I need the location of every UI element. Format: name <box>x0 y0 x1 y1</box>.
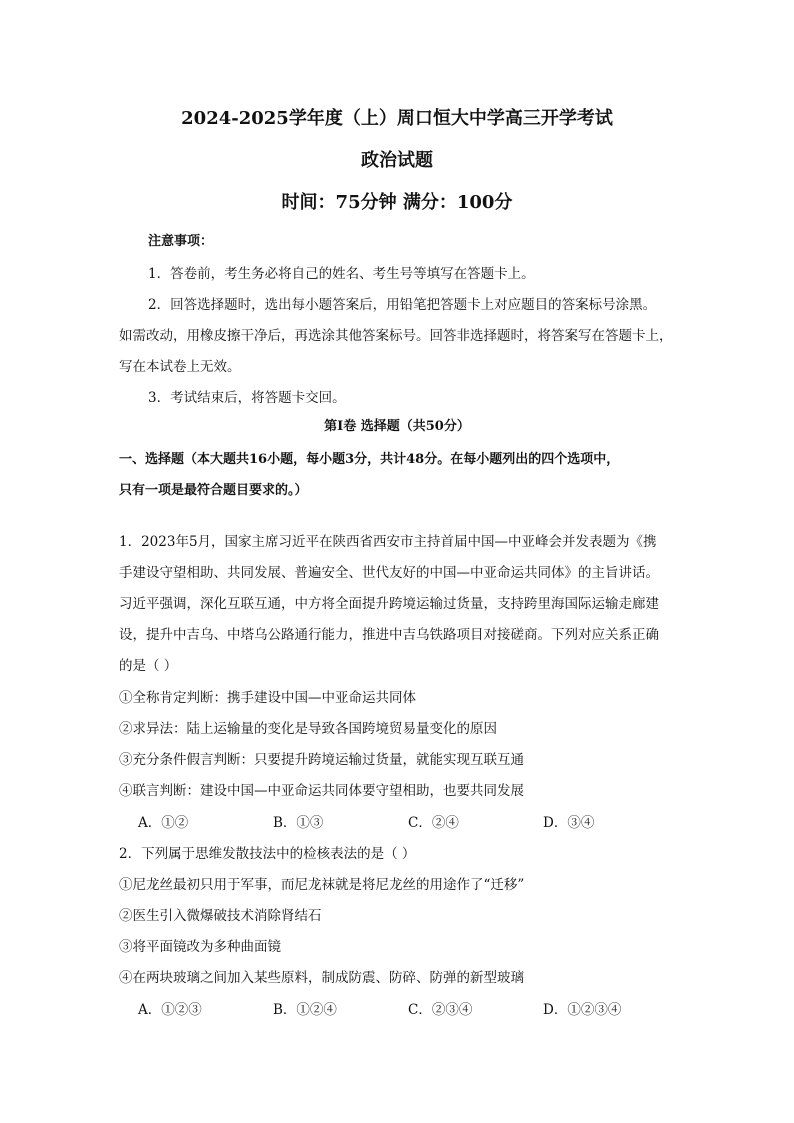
q1-options <box>138 811 678 831</box>
q2-option-a[interactable]: A．①②③ <box>138 1002 202 1018</box>
note-item-2-line-2: 如需改动，用橡皮擦干净后，再选涂其他答案标号。回答非选择题时，将答案写在答题卡上， <box>119 328 673 344</box>
notes-heading: 注意事项： <box>148 234 214 249</box>
section-instruction-line-1: 一、选择题（本大题共16小题，每小题3分，共计48分。在每小题列出的四个选项中， <box>119 452 620 467</box>
q1-option-b[interactable]: B．①③ <box>273 815 324 831</box>
note-item-2-line-3: 写在本试卷上无效。 <box>119 359 241 375</box>
q2-statement-3: ③将平面镜改为多种曲面镜 <box>119 939 281 955</box>
note-item-3: 3．考试结束后，将答题卡交回。 <box>148 390 346 406</box>
q2-stem: 2．下列属于思维发散技法中的检核表法的是（ ） <box>119 846 416 862</box>
q1-statement-4: ④联言判断：建设中国—中亚命运共同体要守望相助，也要共同发展 <box>119 783 524 799</box>
exam-time-score: 时间：75分钟 满分：100分 <box>281 192 513 213</box>
q1-option-a[interactable]: A．①② <box>138 815 189 831</box>
q1-stem-line-1: 1．2023年5月，国家主席习近平在陕西省西安市主持首届中国—中亚峰会并发表题为《携 <box>119 534 657 550</box>
q1-stem-line-2: 手建设守望相助、共同发展、普遍安全、世代友好的中国—中亚命运共同体》的主旨讲话。 <box>119 565 659 581</box>
q2-statement-4: ④在两块玻璃之间加入某些原料，制成防震、防碎、防弹的新型玻璃 <box>119 970 524 986</box>
part1-title: 第Ⅰ卷 选择题（共50分） <box>324 419 470 434</box>
q1-stem-line-3: 习近平强调，深化互联互通，中方将全面提升跨境运输过货量，支持跨里海国际运输走廊建 <box>119 596 659 612</box>
q1-option-d[interactable]: D．③④ <box>543 815 595 831</box>
q1-option-c[interactable]: C．②④ <box>408 815 459 831</box>
note-item-2-line-1: 2．回答选择题时，选出每小题答案后，用铅笔把答题卡上对应题目的答案标号涂黑。 <box>148 297 657 313</box>
q2-option-c[interactable]: C．②③④ <box>408 1002 473 1018</box>
q2-statement-2: ②医生引入微爆破技术消除肾结石 <box>119 908 322 924</box>
q1-statement-2: ②求异法：陆上运输量的变化是导致各国跨境贸易量变化的原因 <box>119 721 497 737</box>
section-instruction-line-2: 只有一项是最符合题目要求的。） <box>119 483 308 498</box>
q1-stem-line-4: 设，提升中吉乌、中塔乌公路通行能力，推进中吉乌铁路项目对接磋商。下列对应关系正确 <box>119 627 659 643</box>
q2-option-b[interactable]: B．①②④ <box>273 1002 337 1018</box>
q2-statement-1: ①尼龙丝最初只用于军事，而尼龙袜就是将尼龙丝的用途作了“迁移” <box>119 877 525 893</box>
q1-statement-1: ①全称肯定判断：携手建设中国—中亚命运共同体 <box>119 690 416 706</box>
q2-options <box>138 998 678 1018</box>
exam-subtitle: 政治试题 <box>361 150 433 171</box>
q1-stem-line-5: 的是（ ） <box>119 658 178 674</box>
q1-statement-3: ③充分条件假言判断：只要提升跨境运输过货量，就能实现互联互通 <box>119 752 524 768</box>
q2-option-d[interactable]: D．①②③④ <box>543 1002 622 1018</box>
exam-title: 2024-2025学年度（上）周口恒大中学高三开学考试 <box>181 108 613 129</box>
note-item-1: 1．答卷前，考生务必将自己的姓名、考生号等填写在答题卡上。 <box>148 266 535 282</box>
